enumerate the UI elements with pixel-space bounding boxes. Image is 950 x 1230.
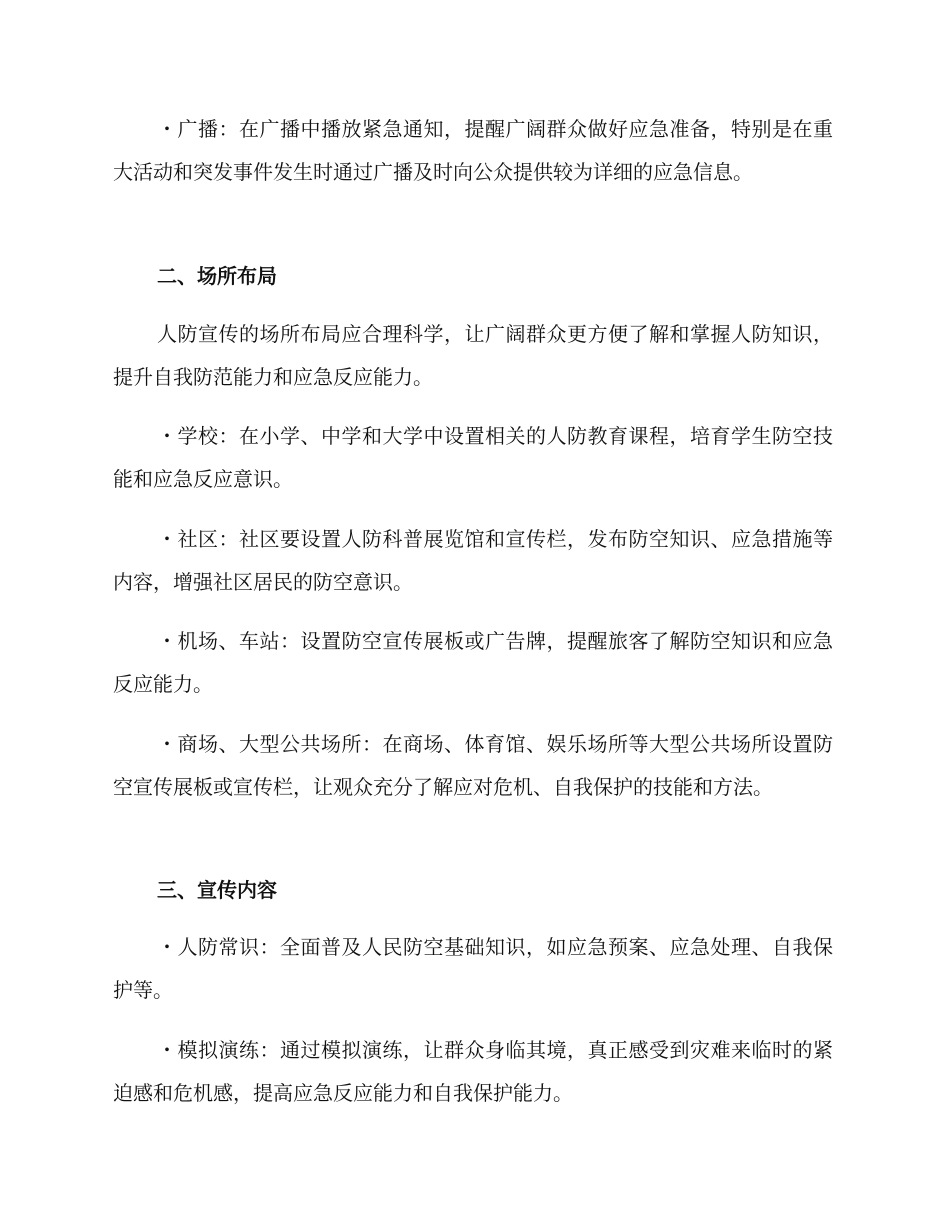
paragraph-school: ・学校：在小学、中学和大学中设置相关的人防教育课程，培育学生防空技能和应急反应意识。	[113, 424, 833, 491]
paragraph-common-knowledge: ・人防常识：全面普及人民防空基础知识，如应急预案、应急处理、自我保护等。	[113, 935, 833, 1002]
section-heading-layout: 二、场所布局	[157, 264, 277, 288]
paragraph-transport: ・机场、车站：设置防空宣传展板或广告牌，提醒旅客了解防空知识和应急反应能力。	[113, 629, 833, 696]
paragraph-public-places: ・商场、大型公共场所：在商场、体育馆、娱乐场所等大型公共场所设置防空宣传展板或宣传栏，让观众充分了解应对危机、自我保护的技能和方法。	[113, 732, 833, 799]
section-heading-content: 三、宣传内容	[157, 878, 277, 902]
paragraph-layout-intro: 人防宣传的场所布局应合理科学，让广阔群众更方便了解和掌握人防知识，提升自我防范能力和应急反应能力。	[113, 322, 833, 389]
paragraph-drill: ・模拟演练：通过模拟演练，让群众身临其境，真正感受到灾难来临时的紧迫感和危机感，提高应急反应能力和自我保护能力。	[113, 1038, 833, 1105]
paragraph-broadcast: ・广播：在广播中播放紧急通知，提醒广阔群众做好应急准备，特别是在重大活动和突发事件发生时通过广播及时向公众提供较为详细的应急信息。	[113, 117, 833, 184]
paragraph-community: ・社区：社区要设置人防科普展览馆和宣传栏，发布防空知识、应急措施等内容，增强社区居民的防空意识。	[113, 527, 833, 594]
